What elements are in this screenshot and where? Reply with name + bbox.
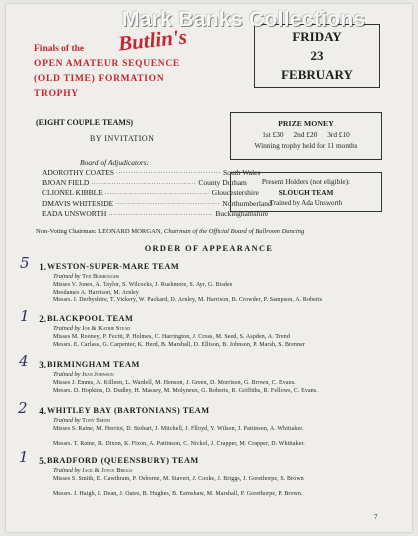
eight-couple-teams: (EIGHT COUPLE TEAMS) — [36, 118, 134, 127]
chairman-title: Chairman of the Official Board of Ballroom Dancing — [163, 228, 305, 235]
adjudicator-letter: B — [42, 178, 48, 188]
adjudicator-row — [42, 188, 259, 198]
team-members-misses: Misses M. Rooney, P. Fecitt, P. Holmes, C. Harrington, J. Cross, M. Seed, S. Aspden, A. Trend — [53, 334, 290, 340]
title-line-3: TROPHY — [34, 89, 79, 99]
team-number: 4. — [39, 406, 46, 416]
title-line-2: (OLD TIME) FORMATION — [34, 74, 165, 84]
team-members-misses: Misses S. Raine, M. Herriot, D. Stobart, J. Mitchell, J. Flloyd, Y. Wilson, J. Pattinson, A. Whittaker. — [53, 426, 304, 432]
adjudicators-list — [42, 167, 272, 219]
adjudicator-letter: E — [42, 209, 47, 219]
adjudicator-region: County Durham — [198, 178, 247, 188]
leader-dots: .......................................... — [116, 169, 222, 176]
leader-dots: .......................................... — [104, 189, 210, 196]
team-members-messrs: Messrs. J. Haigh, I. Dean, J. Oates, B. Hughes, B. Earnshaw, M. Marshall, P. Gorethorpe, P. Brown. — [53, 491, 303, 497]
date-month: FEBRUARY — [281, 67, 353, 82]
team-name: BLACKPOOL TEAM — [47, 314, 134, 323]
board-of-adjudicators-heading: Board of Adjudicators: — [80, 158, 150, 167]
team-members-messrs: Messrs. I. Derbyshire, T. Vickery, W. Packard, D. Arnley, M. Harrison, B. Crowder, P. Sampson, A. Roberts — [53, 297, 323, 303]
team-members-messrs: Messrs. T. Raine, R. Dixon, K. Fixon, A. Pattinson, C. Nickol, J. Crapper, M. Crapper, D. Whittaker. — [53, 441, 305, 447]
chairman-name: LEONARD MORGAN, — [98, 228, 163, 235]
handwritten-mark: 4 — [19, 352, 29, 370]
adjudicator-name: JOAN FIELD — [47, 178, 90, 188]
prize-heading: PRIZE MONEY — [278, 119, 334, 128]
team-members-misses: Misses J. Emms, A. Killeen, L. Wardell, M. Henson, J. Green, D. Morrison, G. Brown, C. Evans. — [53, 380, 296, 386]
chairman-prefix: Non-Voting Chairman: — [36, 228, 97, 235]
adjudicator-region: Gloucestershire — [211, 188, 259, 198]
prize-third: 3rd £10 — [327, 130, 350, 139]
trainer-name: Joe & Kathie Stead — [82, 325, 131, 332]
date-box — [254, 24, 380, 88]
team-members-messrs: Messrs. E. Carlass, G. Carpenter, K. Herd, B. Marshall, D. Ellison, B. Johnson, P. Marsh, S. Brenner — [53, 342, 306, 348]
team-number: 2. — [39, 314, 46, 324]
order-of-appearance-heading: ORDER OF APPEARANCE — [144, 244, 274, 253]
holders-label: Present Holders (not eligible): — [261, 177, 351, 186]
prize-money-box — [230, 112, 382, 160]
holders-trained: Trained by Ada Unsworth — [269, 199, 343, 207]
team-members-mesdames: Mesdames A. Harrison, M. Arnley — [53, 289, 139, 296]
team-name: WESTON-SUPER-MARE TEAM — [47, 262, 180, 271]
page-number: 7 — [374, 513, 378, 521]
date-day: FRIDAY — [292, 29, 342, 44]
date-number: 23 — [310, 48, 324, 63]
adjudicator-row — [42, 167, 261, 177]
team-number: 3. — [39, 360, 46, 370]
team-members-misses: Misses S. Smith, E. Cawthram, P. Osborne, M. Stavert, J. Cooke, J. Briggs, J. Gorethorpe, S. Brown — [53, 476, 304, 482]
team-trainer — [53, 325, 130, 332]
team-name: WHITLEY BAY (BARTONIANS) TEAM — [47, 406, 210, 415]
trainer-name: Jack & Joyce Briggs — [82, 467, 133, 474]
trained-by-label: Trained by — [53, 371, 81, 378]
team-name: BIRMINGHAM TEAM — [47, 360, 140, 369]
trained-by-label: Trained by — [53, 417, 81, 424]
trainer-name: Tony Smith — [82, 417, 111, 424]
adjudicator-row — [42, 177, 247, 188]
team-number: 5. — [39, 456, 46, 466]
handwritten-mark: 5 — [20, 254, 30, 272]
present-holders-box — [230, 172, 382, 212]
adjudicator-region: South Wales — [223, 167, 261, 177]
trainer-name: Jean Johnson — [82, 371, 114, 378]
finals-of-the-text: Finals of the — [34, 44, 85, 54]
handwritten-mark: 2 — [18, 399, 28, 417]
by-invitation: BY INVITATION — [90, 134, 155, 143]
team-members-misses: Misses V. Jones, A. Taylor, S. Wilcocks, J. Rushmore, S. Ayr, G. Bisdee — [53, 282, 233, 288]
prize-first: 1st £30 — [262, 130, 284, 139]
adjudicator-row — [42, 209, 269, 219]
adjudicator-letter: C — [42, 188, 48, 198]
adjudicator-letter: D — [42, 198, 48, 208]
leader-dots: .......................................... — [115, 200, 221, 207]
adjudicator-row — [42, 198, 272, 208]
trainer-name: Ted Burroughs — [82, 273, 120, 280]
adjudicator-name: ADA UNSWORTH — [46, 209, 107, 219]
chairman-line — [36, 228, 304, 235]
butlins-logo-text: Butlin's — [116, 24, 188, 56]
leader-dots: .......................................... — [108, 210, 214, 217]
adjudicator-region: Northumberland — [222, 198, 272, 208]
holders-team: SLOUGH TEAM — [278, 187, 334, 197]
trained-by-label: Trained by — [53, 273, 81, 280]
adjudicator-letter: A — [42, 167, 48, 177]
adjudicator-region: Buckinghamshire — [215, 209, 269, 219]
team-number: 1. — [39, 262, 46, 272]
team-members-messrs: Messrs. D. Hopkins, D. Dudley, H. Massey, M. Molyneux, G. Roberts, R. Griffiths, R. Fellows, C. Evans. — [53, 388, 318, 394]
adjudicator-name: LIONEL KIBBLE — [47, 188, 103, 198]
team-name: BRADFORD (QUEENSBURY) TEAM — [47, 456, 199, 465]
trained-by-label: Trained by — [53, 467, 81, 474]
programme-page — [6, 4, 412, 532]
handwritten-mark: 1 — [20, 307, 30, 325]
team-trainer — [53, 371, 114, 378]
adjudicator-name: DOROTHY COATES — [47, 167, 115, 177]
prize-amounts — [231, 129, 381, 140]
leader-dots: .......................................... — [91, 179, 197, 186]
prize-note: Winning trophy held for 11 months — [254, 141, 358, 150]
adjudicator-name: MAVIS WHITESIDE — [47, 198, 114, 208]
team-trainer — [53, 273, 119, 280]
team-trainer — [53, 467, 132, 474]
watermark-text: Mark Banks Collections — [122, 8, 366, 31]
trained-by-label: Trained by — [53, 325, 81, 332]
prize-second: 2nd £20 — [293, 130, 318, 139]
title-line-1: OPEN AMATEUR SEQUENCE — [34, 59, 180, 69]
team-trainer — [53, 417, 110, 424]
handwritten-mark: 1 — [19, 448, 29, 466]
